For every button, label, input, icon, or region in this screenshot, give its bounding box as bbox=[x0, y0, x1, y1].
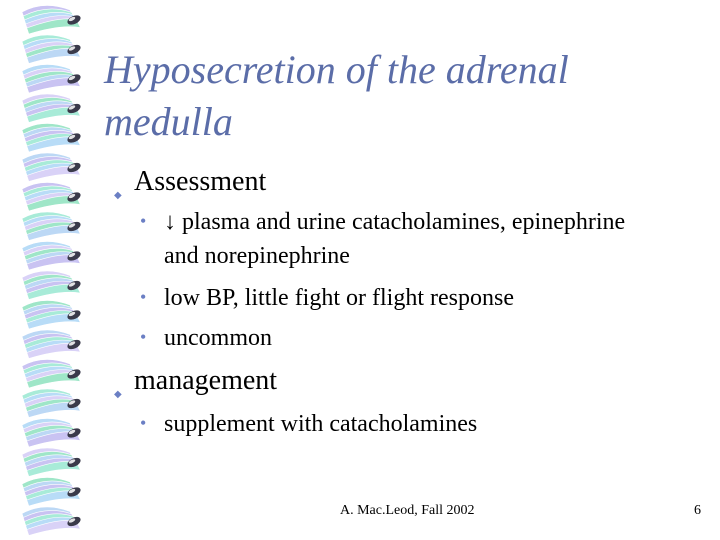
sub-bullet-line2: and norepinephrine bbox=[164, 243, 350, 269]
dot-bullet-icon: • bbox=[140, 287, 147, 307]
spiral-coil bbox=[22, 330, 82, 359]
bullet-text: management bbox=[134, 365, 278, 396]
dot-bullet-icon: • bbox=[140, 413, 147, 433]
spiral-coil bbox=[22, 389, 82, 418]
spiral-coil bbox=[22, 5, 82, 34]
diamond-bullet-icon: ◆ bbox=[114, 389, 122, 400]
spiral-coil bbox=[22, 182, 82, 211]
spiral-coil bbox=[22, 300, 82, 329]
slide-title bbox=[104, 44, 704, 148]
sub-bullet-text: low BP, little fight or flight response bbox=[164, 285, 514, 311]
down-arrow-icon: ↓ bbox=[164, 209, 176, 235]
spiral-binding-decoration bbox=[0, 0, 100, 540]
slide-title-line2: medulla bbox=[104, 99, 233, 144]
sub-bullet-text bbox=[164, 208, 625, 236]
spiral-coil bbox=[22, 271, 82, 300]
sub-bullet-text: uncommon bbox=[164, 325, 272, 351]
slide-footer: A. Mac.Leod, Fall 2002 bbox=[340, 503, 475, 518]
spiral-coil bbox=[22, 507, 82, 536]
spiral-coil bbox=[22, 359, 82, 388]
spiral-coil bbox=[22, 448, 82, 477]
sub-bullet-text: supplement with catacholamines bbox=[164, 411, 478, 437]
diamond-bullet-icon: ◆ bbox=[114, 190, 122, 201]
dot-bullet-icon: • bbox=[140, 211, 147, 231]
spiral-coil bbox=[22, 35, 82, 64]
spiral-coil bbox=[22, 212, 82, 241]
spiral-coil bbox=[22, 241, 82, 270]
sub-bullet-line1: plasma and urine catacholamines, epinephrine bbox=[182, 209, 626, 235]
spiral-coil bbox=[22, 94, 82, 123]
spiral-coil bbox=[22, 418, 82, 447]
slide-title-line1: Hyposecretion of the adrenal bbox=[104, 47, 569, 92]
dot-bullet-icon: • bbox=[140, 327, 147, 347]
spiral-coil bbox=[22, 153, 82, 182]
page-number: 6 bbox=[694, 503, 701, 518]
spiral-coil bbox=[22, 477, 82, 506]
spiral-coil bbox=[22, 123, 82, 152]
bullet-text: Assessment bbox=[134, 166, 267, 197]
spiral-coil bbox=[22, 64, 82, 93]
